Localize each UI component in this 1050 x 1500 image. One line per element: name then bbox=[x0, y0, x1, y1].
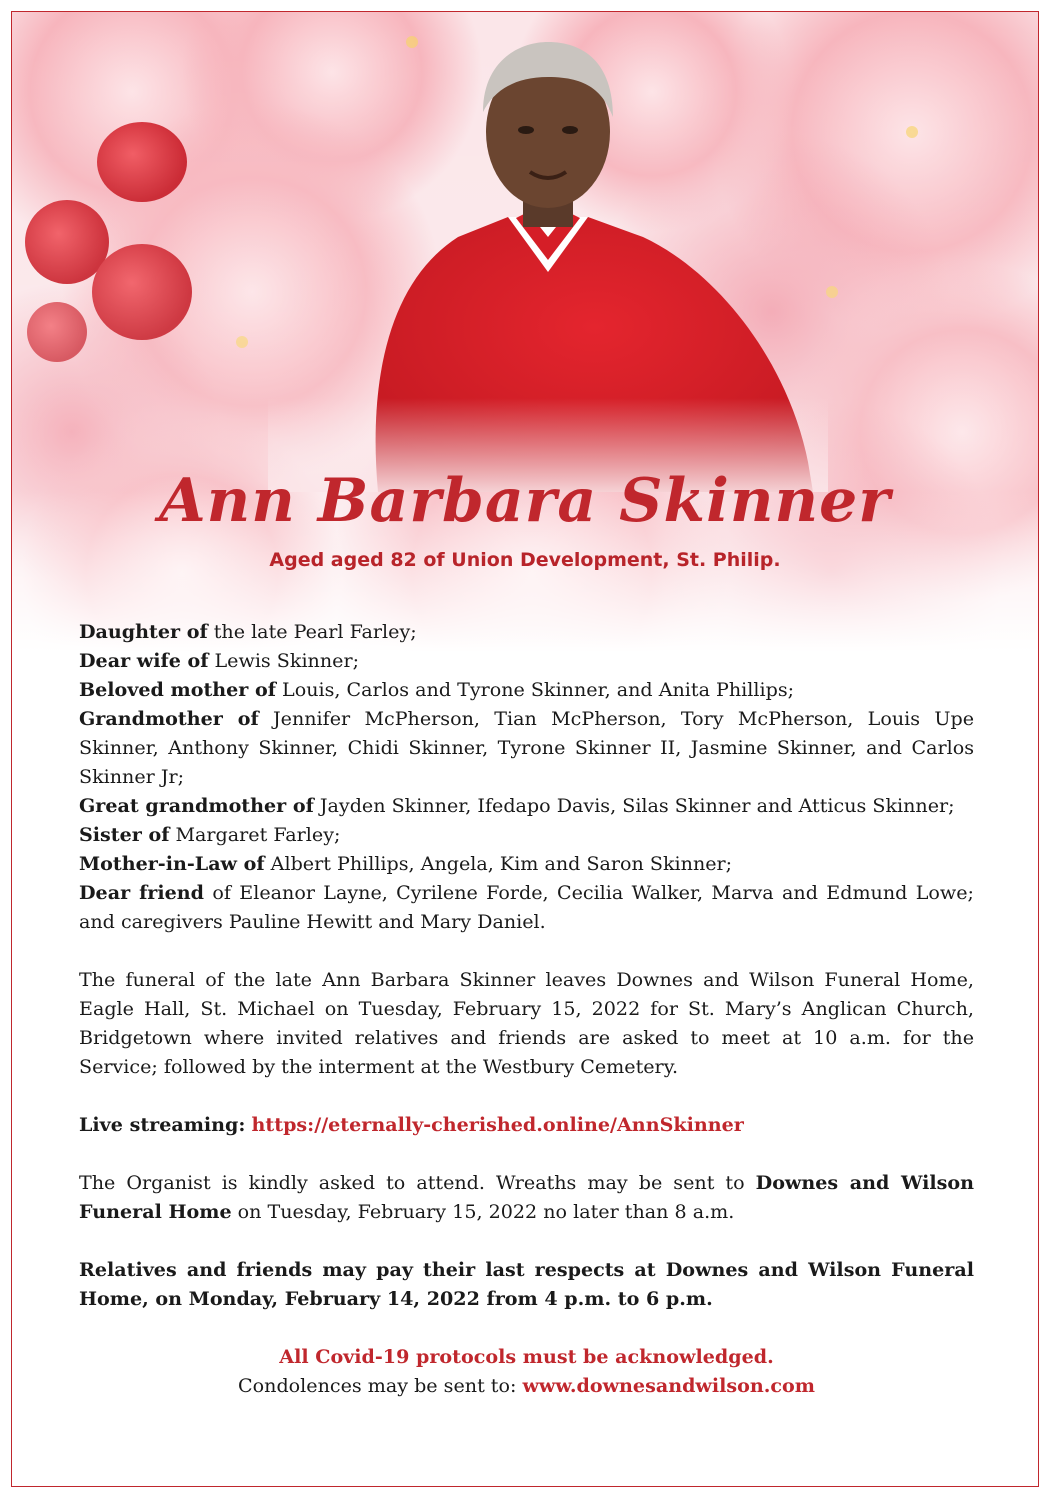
relation-label: Beloved mother of bbox=[79, 678, 276, 701]
relation-text: of Eleanor Layne, Cyrilene Forde, Cecilia Walker, Marva and Edmund Lowe; and caregivers Pauline Hewitt and Mary Daniel. bbox=[79, 881, 974, 933]
viewing-notice: Relatives and friends may pay their last respects at Downes and Wilson Funeral Home, on Monday, February 14, 2022 from 4 p.m. to 6 p.m. bbox=[79, 1258, 974, 1310]
deceased-name: Ann Barbara Skinner bbox=[159, 466, 891, 536]
portrait-photo bbox=[268, 22, 828, 492]
organist-note bbox=[79, 1168, 974, 1226]
wreath-location: Downes and Wilson Funeral Home bbox=[79, 1171, 974, 1223]
relation-text: Lewis Skinner; bbox=[208, 649, 360, 672]
obituary-body bbox=[79, 617, 974, 1400]
livestream-link[interactable]: https://eternally-cherished.online/AnnSkinner bbox=[251, 1113, 744, 1136]
relation-label: Great grandmother of bbox=[79, 794, 314, 817]
relation-text: Margaret Farley; bbox=[169, 823, 341, 846]
relation-label: Daughter of bbox=[79, 620, 208, 643]
relation-label: Dear wife of bbox=[79, 649, 209, 672]
relation-label: Dear friend bbox=[79, 881, 204, 904]
relation-text: Louis, Carlos and Tyrone Skinner, and Anita Phillips; bbox=[275, 678, 795, 701]
relation-label: Mother-in-Law of bbox=[79, 852, 265, 875]
livestream-label: Live streaming: bbox=[79, 1113, 246, 1136]
relation-label: Sister of bbox=[79, 823, 170, 846]
relation-text: the late Pearl Farley; bbox=[207, 620, 417, 643]
relation-line bbox=[79, 617, 974, 646]
relation-line bbox=[79, 791, 974, 820]
livestream-line bbox=[79, 1110, 974, 1139]
relation-line bbox=[79, 704, 974, 791]
relation-text: Jayden Skinner, Ifedapo Davis, Silas Skinner and Atticus Skinner; bbox=[313, 794, 955, 817]
age-residence: Aged aged 82 of Union Development, St. Philip. bbox=[269, 549, 781, 571]
relation-text: Albert Phillips, Angela, Kim and Saron Skinner; bbox=[264, 852, 733, 875]
relation-line bbox=[79, 646, 974, 675]
condolences-line bbox=[79, 1371, 974, 1400]
condolences-link[interactable]: www.downesandwilson.com bbox=[522, 1374, 815, 1397]
family-relations bbox=[79, 617, 974, 936]
relation-line bbox=[79, 820, 974, 849]
covid-notice: All Covid-19 protocols must be acknowledged. bbox=[279, 1345, 774, 1368]
funeral-details: The funeral of the late Ann Barbara Skinner leaves Downes and Wilson Funeral Home, Eagle Hall, St. Michael on Tuesday, February 15, 2022 for St. Mary’s Anglican Church, Bridgetown where invited relatives and friends are asked to meet at 10 a.m. for the Service; followed by the interment at the Westbury Cemetery. bbox=[79, 968, 974, 1078]
organist-text: The Organist is kindly asked to attend. Wreaths may be sent to bbox=[79, 1171, 756, 1194]
relation-text: Jennifer McPherson, Tian McPherson, Tory McPherson, Louis Upe Skinner, Anthony Skinner, Chidi Skinner, Tyrone Skinner II, Jasmine Skinner, and Carlos Skinner Jr; bbox=[79, 707, 974, 788]
relation-line bbox=[79, 849, 974, 878]
relation-label: Grandmother of bbox=[79, 707, 259, 730]
organist-text-end: on Tuesday, February 15, 2022 no later than 8 a.m. bbox=[231, 1200, 735, 1223]
relation-line bbox=[79, 675, 974, 704]
condolences-label: Condolences may be sent to: bbox=[238, 1374, 523, 1397]
relation-line bbox=[79, 878, 974, 936]
